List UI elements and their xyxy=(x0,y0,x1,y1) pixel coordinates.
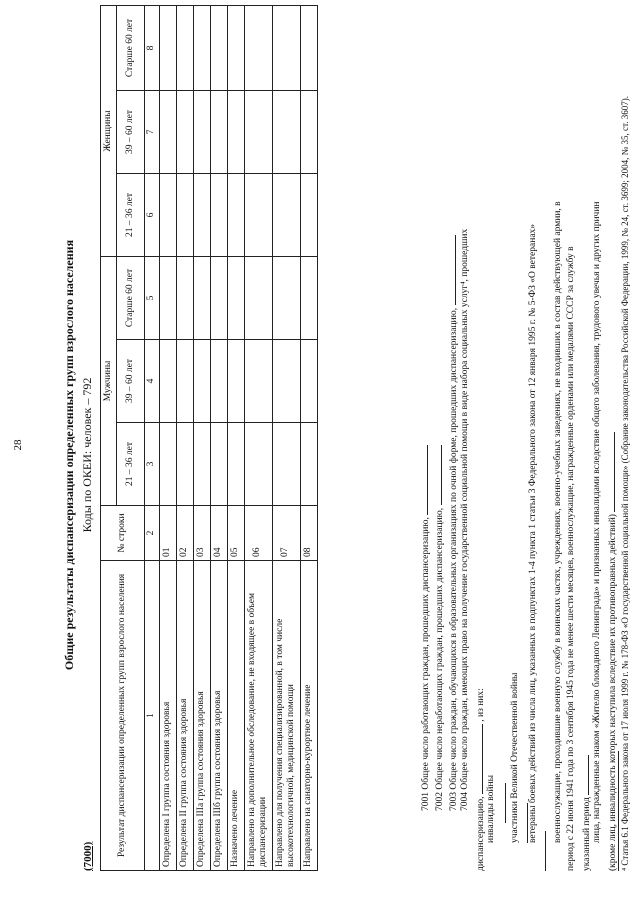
column-index: 4 xyxy=(145,340,160,423)
row-label: Определена I группа состояния здоровья xyxy=(159,561,176,871)
table-row xyxy=(210,5,227,870)
row-label: Определена II группа состояния здоровья xyxy=(176,561,193,871)
note-combat-veterans: ветераны боевых действий из числа лиц, указанных в подпунктах 1-4 пункта 1 статьи 3 Федерального закона от 12 января 1995 г. № 5-ФЗ «О ветеранах» xyxy=(528,223,538,843)
header-men-21-36: 21 – 36 лет xyxy=(117,423,145,506)
header-row-number: № строки xyxy=(101,506,145,561)
fill-line-disabled-war xyxy=(496,783,511,823)
header-women-21-36: 21 – 36 лет xyxy=(117,173,145,256)
row-number: 01 xyxy=(159,506,176,561)
data-cell[interactable] xyxy=(176,173,193,256)
table-row xyxy=(176,5,193,870)
data-cell[interactable] xyxy=(272,173,300,256)
data-cell[interactable] xyxy=(300,423,317,506)
notes-block xyxy=(418,6,543,871)
row-number: 06 xyxy=(244,506,272,561)
note-wwii-participants: участники Великой Отечественной войны xyxy=(510,672,520,843)
fill-blank[interactable] xyxy=(496,783,506,823)
header-women-39-60: 39 – 60 лет xyxy=(117,90,145,173)
row-label: Определена IIIа группа состояния здоровья xyxy=(193,561,210,871)
note-military-2: период с 22 июня 1941 года по 3 сентября 1945 года не менее шести месяцев, военнослужащие, награжденные орденами или медалями СССР за службу в xyxy=(566,246,576,871)
data-cell[interactable] xyxy=(244,173,272,256)
okei-codes: Коды по ОКЕИ: человек – 792 xyxy=(80,377,94,533)
note-7002: 7002 Общее число неработающих граждан, прошедших диспансеризацию, xyxy=(432,445,447,811)
data-cell[interactable] xyxy=(300,340,317,423)
row-number: 05 xyxy=(227,506,244,561)
data-cell[interactable] xyxy=(210,256,227,339)
note-disabled-war: инвалиды войны xyxy=(486,775,496,843)
table-row xyxy=(227,5,244,870)
table-row xyxy=(193,5,210,870)
form-title: Общие результаты диспансеризации определенных групп взрослого населения xyxy=(62,239,76,671)
fill-blank[interactable] xyxy=(432,445,442,505)
data-cell[interactable] xyxy=(300,173,317,256)
row-number: 08 xyxy=(300,506,317,561)
data-cell[interactable] xyxy=(272,423,300,506)
data-cell[interactable] xyxy=(176,5,193,90)
data-cell[interactable] xyxy=(210,423,227,506)
data-cell[interactable] xyxy=(176,256,193,339)
data-cell[interactable] xyxy=(227,256,244,339)
column-index: 2 xyxy=(145,506,160,561)
column-index: 6 xyxy=(145,173,160,256)
data-cell[interactable] xyxy=(193,173,210,256)
data-cell[interactable] xyxy=(244,90,272,173)
data-cell[interactable] xyxy=(227,173,244,256)
data-cell[interactable] xyxy=(300,256,317,339)
row-number: 03 xyxy=(193,506,210,561)
data-cell[interactable] xyxy=(272,90,300,173)
data-cell[interactable] xyxy=(272,5,300,90)
header-men-39-60: 39 – 60 лет xyxy=(117,340,145,423)
data-cell[interactable] xyxy=(300,5,317,90)
data-cell[interactable] xyxy=(193,5,210,90)
table-row xyxy=(300,5,317,870)
fill-blank[interactable] xyxy=(518,803,528,843)
data-cell[interactable] xyxy=(176,90,193,173)
data-cell[interactable] xyxy=(272,340,300,423)
note-military-3: указанный период xyxy=(579,755,594,871)
header-women-60plus: Старше 60 лет xyxy=(117,5,145,90)
data-cell[interactable] xyxy=(193,423,210,506)
data-cell[interactable] xyxy=(159,90,176,173)
data-cell[interactable] xyxy=(227,423,244,506)
row-label: Направлено на санаторно-курортное лечение xyxy=(300,561,317,871)
data-cell[interactable] xyxy=(210,5,227,90)
data-cell[interactable] xyxy=(210,340,227,423)
header-men: Мужчины xyxy=(101,256,117,505)
data-cell[interactable] xyxy=(210,90,227,173)
data-cell[interactable] xyxy=(159,256,176,339)
table-row xyxy=(159,5,176,870)
results-table xyxy=(100,5,318,871)
data-cell[interactable] xyxy=(193,90,210,173)
row-number: 04 xyxy=(210,506,227,561)
data-cell[interactable] xyxy=(176,340,193,423)
column-index: 8 xyxy=(145,5,160,90)
data-cell[interactable] xyxy=(227,5,244,90)
note-leningrad-1: лица, награжденные знаком «Жителю блокадного Ленинграда» и признанных инвалидами вследствие общего заболевания, трудового увечья и других причин xyxy=(592,201,602,843)
note-7004-continued: диспансеризацию, , из них: xyxy=(473,688,488,871)
row-label: Определена IIIб группа состояния здоровья xyxy=(210,561,227,871)
column-index-row xyxy=(145,5,160,870)
data-cell[interactable] xyxy=(244,340,272,423)
fill-blank[interactable] xyxy=(418,445,428,515)
column-index: 5 xyxy=(145,256,160,339)
data-cell[interactable] xyxy=(272,256,300,339)
note-7003: 7003 Общее число граждан, обучающихся в образовательных организациях по очной форме, прошедших диспансеризацию, xyxy=(446,236,461,812)
data-cell[interactable] xyxy=(300,90,317,173)
fill-line-veterans xyxy=(536,831,551,871)
header-men-60plus: Старше 60 лет xyxy=(117,256,145,339)
footnote: ⁴ Статья 6.1 Федерального закона от 17 июля 1999 г. № 178-ФЗ «О государственной социальной помощи» (Собрание законодательства Российской Федерации, 1999, № 24, ст. 3699; 2004, № 35, ст. 3607). xyxy=(620,95,630,871)
table-row xyxy=(244,5,272,870)
column-index: 3 xyxy=(145,423,160,506)
data-cell[interactable] xyxy=(227,90,244,173)
data-cell[interactable] xyxy=(176,423,193,506)
column-index: 1 xyxy=(145,561,160,871)
data-cell[interactable] xyxy=(193,340,210,423)
data-cell[interactable] xyxy=(159,340,176,423)
fill-blank[interactable] xyxy=(446,236,456,306)
data-cell[interactable] xyxy=(227,340,244,423)
note-military-1: военнослужащие, проходившие военную службу в воинских частях, учреждениях, военно-учебных заведениях, не входивших в состав действующей армии, в xyxy=(553,201,563,843)
table-row xyxy=(272,5,300,870)
data-cell[interactable] xyxy=(244,423,272,506)
form-section-number: (7000) xyxy=(82,841,94,871)
row-number: 07 xyxy=(272,506,300,561)
fill-blank[interactable] xyxy=(536,831,546,871)
data-cell[interactable] xyxy=(244,256,272,339)
note-7004: 7004 Общее число граждан, имеющих право на получение государственной социальной помощи в виде набора социальных услуг⁴, прошедших xyxy=(460,228,470,811)
data-cell[interactable] xyxy=(244,5,272,90)
data-cell[interactable] xyxy=(193,256,210,339)
data-cell[interactable] xyxy=(159,5,176,90)
row-number: 02 xyxy=(176,506,193,561)
page-number: 28 xyxy=(12,439,24,451)
data-cell[interactable] xyxy=(159,173,176,256)
row-label: Назначено лечение xyxy=(227,561,244,871)
data-cell[interactable] xyxy=(210,173,227,256)
header-result: Результат диспансеризации определенных групп взрослого населения xyxy=(101,561,145,871)
note-7001: 7001 Общее число работающих граждан, прошедших диспансеризацию, xyxy=(418,445,433,811)
header-women: Женщины xyxy=(101,5,117,256)
row-label: Направлено для получения специализированной, в том числе высокотехнологичной, медицинской помощи xyxy=(272,561,300,871)
data-cell[interactable] xyxy=(159,423,176,506)
fill-blank[interactable] xyxy=(473,724,483,794)
note-leningrad-2: (кроме лиц, инвалидность которых наступила вследствие их противоправных действий) xyxy=(605,432,620,871)
row-label: Направлено на дополнительное обследование, не входящее в объем диспансеризации xyxy=(244,561,272,871)
column-index: 7 xyxy=(145,90,160,173)
